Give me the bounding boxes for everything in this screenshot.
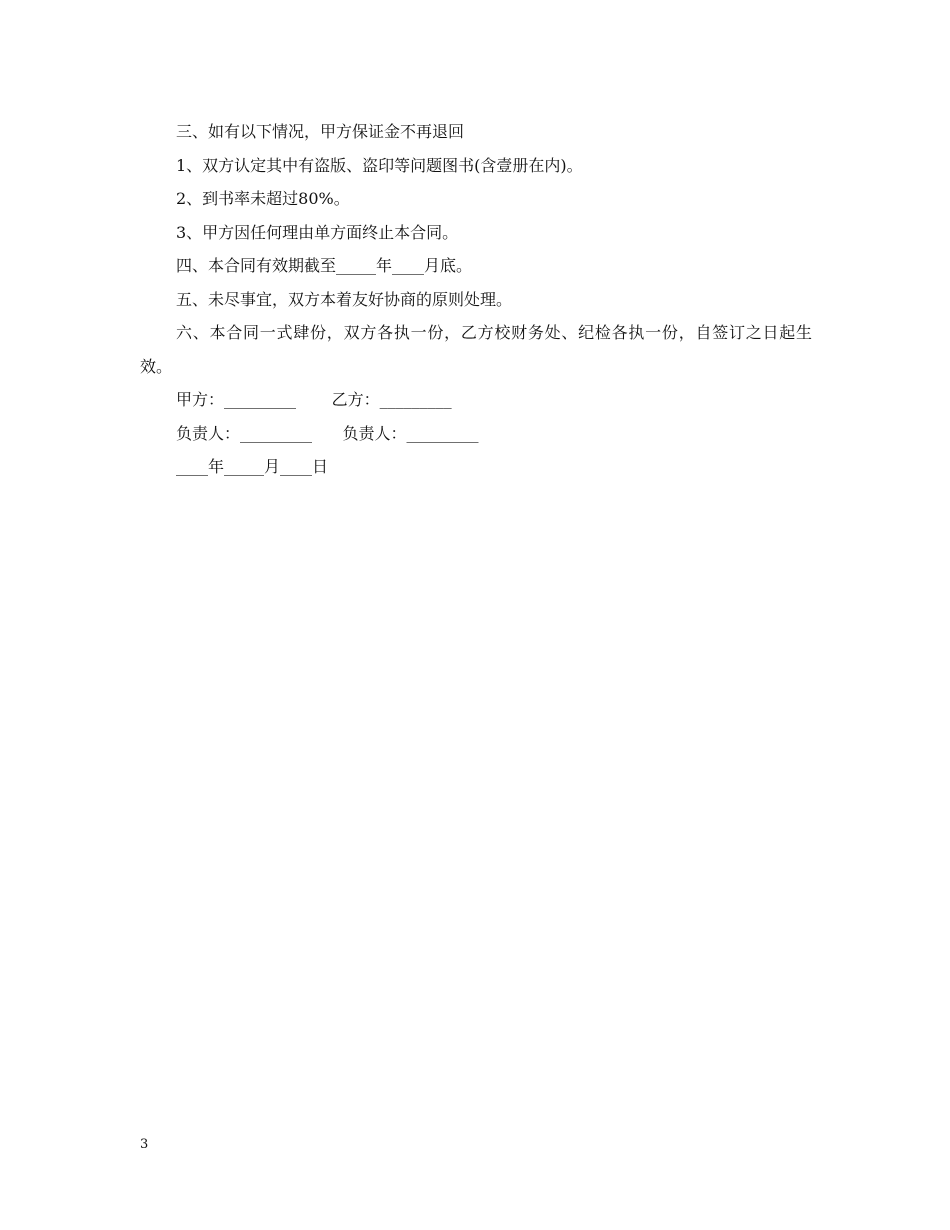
signature-person-line: 负责人：_________ 负责人：_________: [176, 423, 479, 443]
signature-party-line: 甲方：_________ 乙方：_________: [176, 390, 452, 409]
clause-six-copies: 六、本合同一式肆份，双方各执一份，乙方校财务处、纪检各执一份，自签订之日起生效。: [140, 323, 812, 376]
date-line: ____年_____月____日: [176, 457, 329, 476]
clause-three-item-2: 2、到书率未超过80%。: [176, 189, 350, 208]
clause-four-validity: 四、本合同有效期截至_____年____月底。: [176, 256, 473, 275]
page-number: 3: [140, 1137, 149, 1152]
clause-three-item-1: 1、双方认定其中有盗版、盗印等问题图书(含壹册在内)。: [176, 155, 583, 175]
contract-body: [140, 115, 812, 484]
clause-three-heading: 三、如有以下情况，甲方保证金不再退回: [176, 122, 465, 141]
clause-three-item-3: 3、甲方因任何理由单方面终止本合同。: [176, 222, 459, 242]
clause-five-unsettled-matters: 五、未尽事宜，双方本着友好协商的原则处理。: [176, 289, 513, 309]
